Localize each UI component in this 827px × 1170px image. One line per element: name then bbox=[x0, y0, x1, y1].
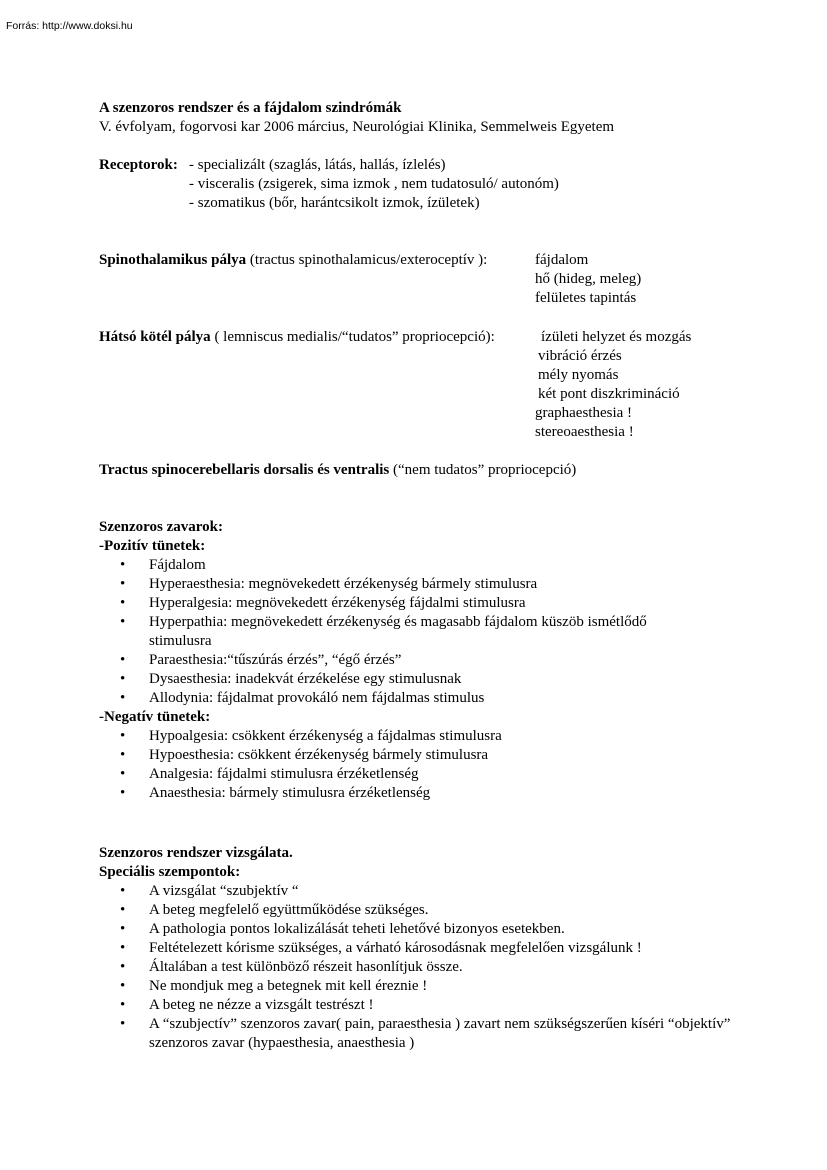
list-item: • Általában a test különböző részeit hasonlítjuk össze. bbox=[120, 958, 740, 977]
receptor-item: - specializált (szaglás, látás, hallás, ízlelés) bbox=[189, 157, 446, 173]
list-item: • Hyperaesthesia: megnövekedett érzékenység bármely stimulusra bbox=[120, 575, 740, 594]
spinocerebellar-line: Tractus spinocerebellaris dorsalis és ventralis (“nem tudatos” propriocepció) bbox=[99, 462, 577, 478]
spinothalamic-item: fájdalom bbox=[535, 252, 589, 268]
negative-symptoms-list bbox=[120, 727, 740, 803]
list-item: • A beteg megfelelő együttműködése szükséges. bbox=[120, 901, 740, 920]
positive-symptoms-heading: -Pozitív tünetek: bbox=[99, 538, 206, 554]
list-item: • A vizsgálat “szubjektív “ bbox=[120, 882, 740, 901]
list-item: • Ne mondjuk meg a betegnek mit kell éreznie ! bbox=[120, 977, 740, 996]
document-subtitle: V. évfolyam, fogorvosi kar 2006 március, Neurológiai Klinika, Semmelweis Egyetem bbox=[99, 119, 615, 135]
list-item: • Analgesia: fájdalmi stimulusra érzéketlenség bbox=[120, 765, 740, 784]
list-item: • Paraesthesia:“tűszúrás érzés”, “égő érzés” bbox=[120, 651, 740, 670]
dorsal-column-item: vibráció érzés bbox=[538, 348, 622, 364]
list-item: • Dysaesthesia: inadekvát érzékelése egy stimulusnak bbox=[120, 670, 740, 689]
dorsal-column-item: két pont diszkrimináció bbox=[538, 386, 680, 402]
list-item: • Feltételezett kórisme szükséges, a várható károsodásnak megfelelően vizsgálunk ! bbox=[120, 939, 740, 958]
list-item: • Allodynia: fájdalmat provokáló nem fájdalmas stimulus bbox=[120, 689, 740, 708]
dorsal-column-item: stereoaesthesia ! bbox=[535, 424, 634, 440]
spinothalamic-item: felületes tapintás bbox=[535, 290, 637, 306]
exam-heading: Szenzoros rendszer vizsgálata. bbox=[99, 845, 293, 861]
list-item: • Hyperalgesia: megnövekedett érzékenység fájdalmi stimulusra bbox=[120, 594, 740, 613]
list-item: • Hyperpathia: megnövekedett érzékenység és magasabb fájdalom küszöb ismétlődő stimulusra bbox=[120, 613, 709, 651]
disorders-heading: Szenzoros zavarok: bbox=[99, 519, 224, 535]
list-item: • A pathologia pontos lokalizálását teheti lehetővé bizonyos esetekben. bbox=[120, 920, 740, 939]
positive-symptoms-list bbox=[120, 556, 740, 708]
list-item: • A “szubjectív” szenzoros zavar( pain, paraesthesia ) zavart nem szükségszerűen kíséri “objektív” szenzoros zavar (hypaesthesia, anaesthesia ) bbox=[120, 1015, 734, 1053]
dorsal-column-item: ízületi helyzet és mozgás bbox=[541, 329, 692, 345]
dorsal-column-item: mély nyomás bbox=[538, 367, 619, 383]
list-item: • Fájdalom bbox=[120, 556, 740, 575]
spinothalamic-item: hő (hideg, meleg) bbox=[535, 271, 642, 287]
list-item: • Anaesthesia: bármely stimulusra érzéketlenség bbox=[120, 784, 740, 803]
list-item: • Hypoesthesia: csökkent érzékenység bármely stimulusra bbox=[120, 746, 740, 765]
receptor-item: - szomatikus (bőr, harántcsikolt izmok, ízületek) bbox=[189, 195, 480, 211]
list-item: • Hypoalgesia: csökkent érzékenység a fájdalmas stimulusra bbox=[120, 727, 740, 746]
negative-symptoms-heading: -Negatív tünetek: bbox=[99, 709, 211, 725]
dorsal-column-item: graphaesthesia ! bbox=[535, 405, 633, 421]
document-title: A szenzoros rendszer és a fájdalom szindrómák bbox=[99, 100, 402, 116]
spinothalamic-line: Spinothalamikus pálya (tractus spinothalamicus/exteroceptív ): bbox=[99, 252, 488, 268]
dorsal-column-line: Hátsó kötél pálya ( lemniscus medialis/“tudatos” propriocepció): bbox=[99, 329, 495, 345]
receptors-label: Receptorok: bbox=[99, 157, 178, 173]
list-item: • A beteg ne nézze a vizsgált testrészt ! bbox=[120, 996, 740, 1015]
receptor-item: - visceralis (zsigerek, sima izmok , nem tudatosuló/ autonóm) bbox=[189, 176, 559, 192]
source-url: Forrás: http://www.doksi.hu bbox=[6, 20, 133, 32]
exam-list bbox=[120, 882, 740, 1053]
exam-subheading: Speciális szempontok: bbox=[99, 864, 241, 880]
